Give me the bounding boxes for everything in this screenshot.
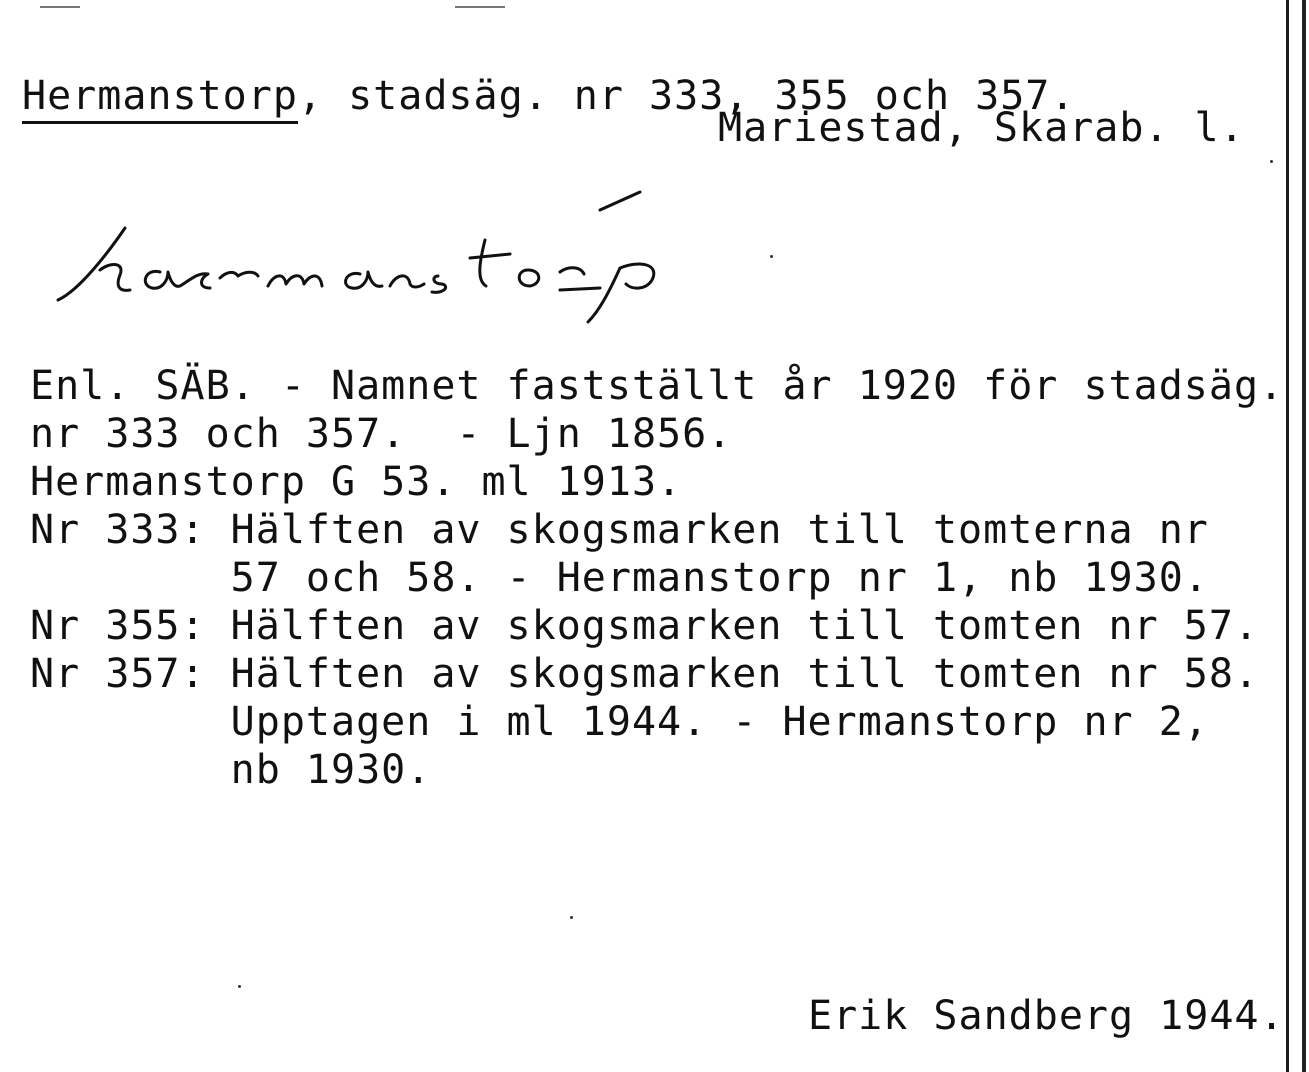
body-line-4: Nr 333: Hälften av skogsmarken till tomterna nr xyxy=(30,507,1209,553)
scan-speck xyxy=(570,916,573,919)
heading-details: , stadsäg. nr 333, 355 och 357. xyxy=(297,73,1076,119)
body-line-8: Upptagen i ml 1944. - Hermanstorp nr 2, xyxy=(30,699,1209,745)
body-line-5: 57 och 58. - Hermanstorp nr 1, nb 1930. xyxy=(30,555,1209,601)
body-line-9: nb 1930. xyxy=(30,747,432,793)
place-name: Hermanstorp xyxy=(22,73,298,124)
location: Mariestad, Skarab. l. xyxy=(718,105,1245,151)
scan-speck xyxy=(1270,160,1273,163)
signature: Erik Sandberg 1944. xyxy=(808,993,1285,1039)
card-edge xyxy=(1302,0,1306,1072)
handwritten-label xyxy=(40,180,800,330)
body-line-3: Hermanstorp G 53. ml 1913. xyxy=(30,459,683,505)
scan-speck xyxy=(455,6,505,8)
body-line-2: nr 333 och 357. - Ljn 1856. xyxy=(30,411,733,457)
body-line-7: Nr 357: Hälften av skogsmarken till tomten nr 58. xyxy=(30,651,1260,697)
scan-speck xyxy=(40,6,80,8)
scan-speck xyxy=(238,985,241,988)
body-line-1: Enl. SÄB. - Namnet fastställt år 1920 för stadsäg. xyxy=(30,363,1285,409)
body-line-6: Nr 355: Hälften av skogsmarken till tomten nr 57. xyxy=(30,603,1260,649)
scan-speck xyxy=(770,255,773,258)
card-edge xyxy=(1286,0,1289,1072)
